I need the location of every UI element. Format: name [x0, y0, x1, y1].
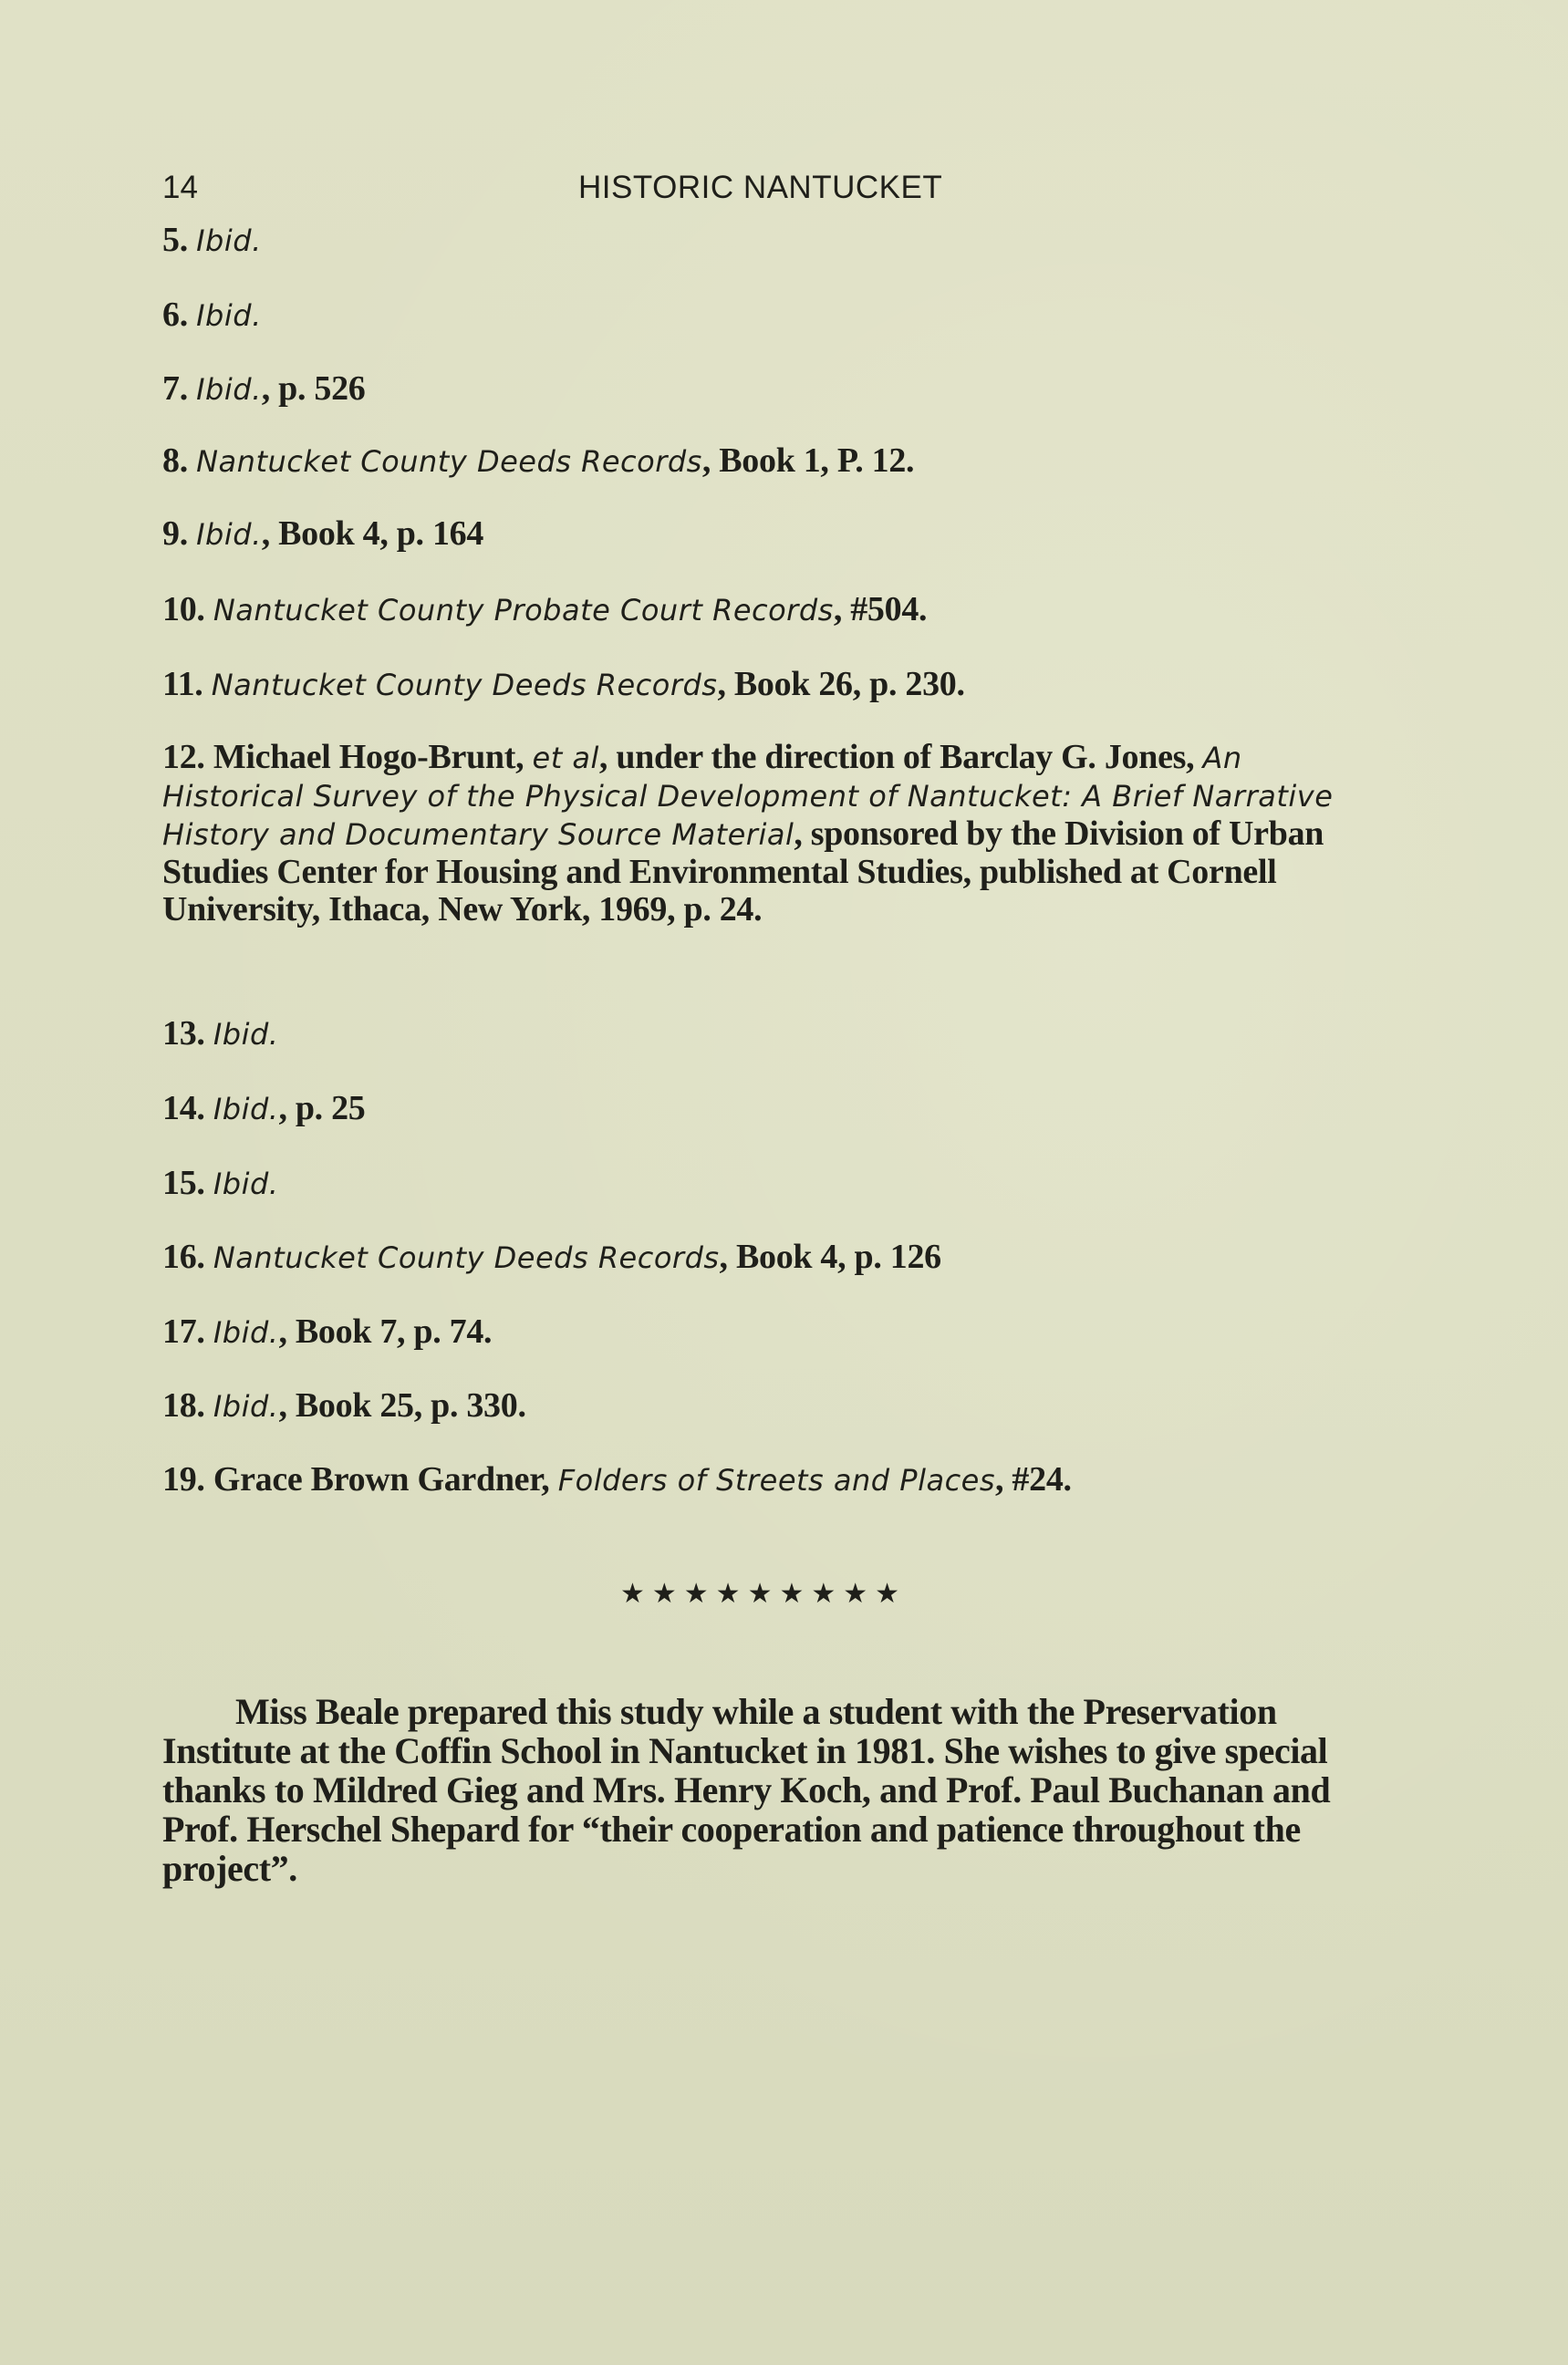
endnote: 9. Ibid., Book 4, p. 164	[162, 514, 484, 553]
endnote: 7. Ibid., p. 526	[162, 369, 366, 408]
endnote: 16. Nantucket County Deeds Records, Book 4, p. 126	[162, 1238, 941, 1276]
endnote: 14. Ibid., p. 25	[162, 1089, 366, 1127]
endnote: 17. Ibid., Book 7, p. 74.	[162, 1312, 493, 1351]
endnote: 11. Nantucket County Deeds Records, Book 26, p. 230.	[162, 665, 965, 703]
endnote: 18. Ibid., Book 25, p. 330.	[162, 1386, 526, 1425]
endnote: 15. Ibid.	[162, 1164, 279, 1202]
section-separator: ★★★★★★★★★	[620, 1578, 908, 1610]
endnote: 12. Michael Hogo-Brunt, et al, under the direction of Barclay G. Jones, An Historical Survey of the Physical Development of Nantucket: A Brief Narrative History and Documentary Source Material, sponsored by the Division of Urban Studies Center for Housing and Environmental Studies, published at Cornell University, Ithaca, New York, 1969, p. 24.	[162, 738, 1334, 928]
endnote: 19. Grace Brown Gardner, Folders of Streets and Places, #24.	[162, 1460, 1072, 1499]
running-head: HISTORIC NANTUCKET	[578, 170, 943, 205]
endnote: 6. Ibid.	[162, 296, 262, 334]
endnote: 8. Nantucket County Deeds Records, Book 1, P. 12.	[162, 441, 915, 480]
page-number: 14	[162, 170, 198, 205]
endnote: 10. Nantucket County Probate Court Records, #504.	[162, 590, 928, 628]
endnote: 13. Ibid.	[162, 1014, 279, 1053]
acknowledgement-paragraph: Miss Beale prepared this study while a student with the Preservation Institute at the Coffin School in Nantucket in 1981. She wishes to give special thanks to Mildred Gieg and Mrs. Henry Koch, and Prof. Paul Buchanan and Prof. Herschel Shepard for “their cooperation and patience throughout the project”.	[162, 1691, 1331, 1889]
endnote: 5. Ibid.	[162, 221, 262, 259]
page-header	[162, 167, 1348, 209]
